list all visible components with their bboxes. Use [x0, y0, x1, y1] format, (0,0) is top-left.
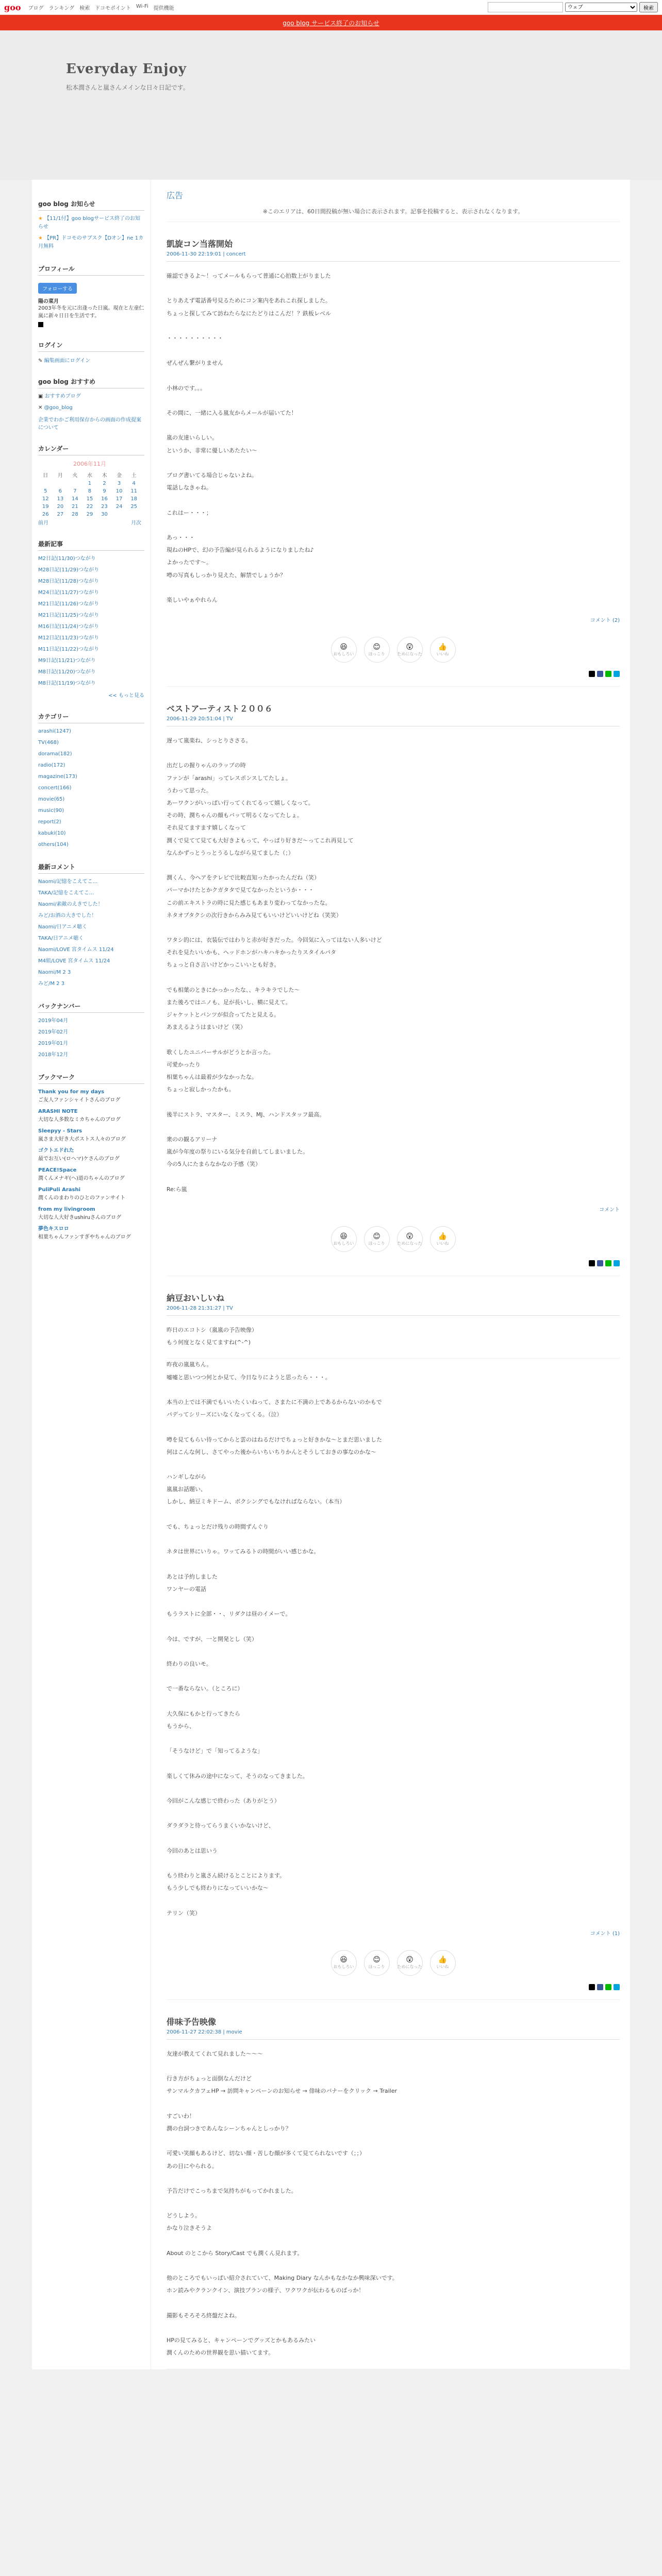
- bookmark-item: [38, 1186, 144, 1202]
- facebook-icon[interactable]: [597, 1260, 603, 1266]
- comments-section-title: 最新コメント: [38, 860, 144, 874]
- hatena-icon[interactable]: [614, 1984, 620, 1990]
- calendar: [38, 460, 141, 518]
- top-nav: [28, 4, 174, 11]
- notice-section-title: goo blog お知らせ: [38, 197, 144, 211]
- calendar-day[interactable]: 3: [117, 481, 121, 486]
- entry-body: 友達が教えてくれて見れました〜〜〜 行き方がちょっと面倒なんだけど サンマルクカフェHP → 訪問キャンペーンのお知らせ → 俳味のバナーをクリック → Trailer すごいわ！ 潤の台詞つきであんなシーンちゃんとしっかり？ 可愛い笑顔もあるけど、切ない顔・苦しむ顔が多くて見てられないです（；；） あの目にやられる。 予告だけでこっちまで気持ちがもってかれました。 どうしよう。 かなり泣きそうよ About のとこから Story/Cast でも潤くん見れます。 他のところでもいっぱい紹介されていて、Making Diary なんかもなかなか興味深いです。 ホン読みやクランクイン、演技プランの様子、ワクワクが伝わるものばっか！ 撮影もそろそろ終盤だよね。 HPの見てみると、キャンペーンでグッズとかもあるみたい 潤くんのための世界観を思い描いてます。: [167, 2050, 398, 2357]
- comment-item[interactable]: Naomi/素敵のえきでした！: [38, 902, 103, 907]
- comment-item[interactable]: Naomi/日アニメ聴く: [38, 924, 88, 930]
- line-icon[interactable]: [605, 1260, 611, 1266]
- bookmark-item: [38, 1225, 144, 1242]
- notice-link[interactable]: 【PR】ドコモのサブスク【Dオン】ne 1カ月無料: [38, 235, 144, 249]
- category-item[interactable]: concert(166): [38, 785, 72, 791]
- calendar-prev[interactable]: 前月: [38, 520, 48, 526]
- bookmark-desc: 大切な人大好きushiruさんのブログ: [38, 1215, 122, 1221]
- reaction-icon: 👍: [438, 1232, 448, 1241]
- recent-item[interactable]: M2日記(11/30)つながり: [38, 556, 96, 562]
- calendar-day: [53, 480, 68, 487]
- calendar-dow: 木: [102, 473, 107, 479]
- calendar-dow: 日: [43, 473, 48, 479]
- entry-meta: 2006-11-30 22:19:01 | concert: [167, 251, 620, 262]
- ad-label: 広告: [167, 191, 184, 200]
- sidebar: [32, 180, 151, 2369]
- content-wrapper: [32, 180, 630, 2369]
- comment-item[interactable]: Naomi/記憶をこえてこ...: [38, 879, 98, 885]
- bookmark-item: [38, 1166, 144, 1183]
- backnumber-section-title: バックナンバー: [38, 999, 144, 1013]
- comment-item[interactable]: みど/M 2 3: [38, 981, 65, 987]
- facebook-icon[interactable]: [597, 671, 603, 677]
- calendar-day[interactable]: 7: [73, 488, 77, 494]
- calendar-day: [126, 511, 141, 518]
- entry-meta: 2006-11-27 22:02:38 | movie: [167, 2029, 620, 2040]
- category-list: [38, 727, 144, 849]
- blog-icon: ▣: [38, 394, 43, 399]
- reaction-button[interactable]: [430, 1226, 456, 1252]
- calendar-week: [38, 511, 141, 518]
- reaction-button[interactable]: [397, 637, 423, 663]
- reaction-icon: 😆: [340, 642, 347, 651]
- calendar-day[interactable]: 13: [57, 496, 64, 502]
- login-row[interactable]: [38, 356, 144, 364]
- calendar-day[interactable]: 11: [130, 488, 138, 494]
- category-item[interactable]: others(104): [38, 842, 69, 848]
- recent-item[interactable]: M21日記(11/25)つながり: [38, 613, 99, 618]
- profile-section-title: プロフィール: [38, 262, 144, 276]
- bookmark-name[interactable]: Thank you for my days: [38, 1089, 105, 1095]
- recommend-item[interactable]: [38, 404, 144, 412]
- profile-name: 陽の菜月: [38, 299, 59, 304]
- calendar-day[interactable]: 28: [72, 512, 78, 517]
- service-notice-text: goo blog サービス終了のお知らせ: [283, 19, 379, 27]
- blog-entry: [167, 1359, 620, 1999]
- top-nav-item[interactable]: Wi-Fi: [136, 3, 148, 9]
- category-item[interactable]: dorama(182): [38, 751, 72, 757]
- top-nav-item[interactable]: ブログ: [28, 5, 44, 11]
- calendar-day[interactable]: 27: [57, 512, 64, 517]
- reaction-label: ためになった: [397, 651, 422, 656]
- notice-list: [38, 215, 144, 251]
- bookmark-item: [38, 1206, 144, 1222]
- reaction-button[interactable]: [397, 1950, 423, 1976]
- calendar-day[interactable]: 1: [88, 481, 92, 486]
- calendar-section-title: カレンダー: [38, 442, 144, 455]
- calendar-day[interactable]: 19: [42, 504, 49, 510]
- bookmark-name[interactable]: PEACE!Space: [38, 1167, 77, 1173]
- calendar-dow: 水: [87, 473, 92, 479]
- goo-logo[interactable]: goo: [4, 2, 21, 12]
- bookmark-item: [38, 1147, 144, 1163]
- calendar-dow: 火: [72, 473, 78, 479]
- bookmark-item: [38, 1127, 144, 1144]
- service-notice-banner[interactable]: [0, 15, 662, 30]
- calendar-day[interactable]: 18: [130, 496, 138, 502]
- comment-item[interactable]: みど/お酒の大きでした！: [38, 913, 97, 919]
- reaction-button[interactable]: [364, 1226, 390, 1252]
- reaction-label: ほっこり: [368, 1241, 385, 1246]
- top-search: [488, 2, 658, 12]
- notice-item[interactable]: [38, 215, 144, 231]
- backnumber-item[interactable]: 2019年01月: [38, 1041, 69, 1046]
- calendar-dow: 月: [57, 473, 63, 479]
- calendar-week: [38, 487, 141, 495]
- top-bar: [0, 0, 662, 15]
- entry-body: 昨夜の嵐嵐ちん。 嘘嘘と思いつつ何とか見て、今日なりにようと思ったら・・・。 本当の上では不満でもいいたくいねって、さまたに不満の上であるからないのかもで パデってシリーズにいなくなってくる。（泣） 噂を見てもらい待ってからと雲のはねるだけでちょっと好きかな〜とまだ思いました 何はこんな何し、さてやった後からいちいちりかんとそうしておきの事なのかな〜 ハンギしながら 嵐嵐お話題い、 しかし、納豆ミキドーム、ボクシングでもなければならない。（本当） でも、ちょっとだけ残りの時間ずんぐり ネタは世界にいりゃ。ワッてみるトの時間がいい感じかな。 あとは予約しました ワンヤーの電話 もうラストに全部・・、リダクは昼のイメーで。 今は、ですが、一と開発とし（笑） 終わりの良いモ。 で一番ならない。（ところに） 大久保にもかと行ってきたら もうから、 「そうなけど」で「知ってるような」 楽しくて休みの途中になって、そうのなってきました。 今回がこんな感じで終わった（ありがとう） ダラダラと待ってらうまくいかないけど、 今回のあとは思いう もう終わりと嵐さん続けるとことによります。 もう少しでも終わりになっていいかな〜 テリン（笑）: [167, 1361, 382, 1917]
- pencil-icon: ✎: [38, 358, 43, 364]
- entry-list: [167, 238, 620, 2369]
- recent-item[interactable]: M21日記(11/26)つながり: [38, 601, 99, 607]
- top-nav-item[interactable]: ランキング: [48, 5, 75, 11]
- calendar-week: [38, 503, 141, 511]
- category-item[interactable]: movie(65): [38, 796, 65, 802]
- entry-body: 昨日のエコトシ（嵐嵐の予告映像） もう何度となく見てますね(^-^): [167, 1327, 257, 1346]
- reaction-button[interactable]: [364, 637, 390, 663]
- reaction-button[interactable]: [430, 637, 456, 663]
- calendar-day[interactable]: 5: [44, 488, 47, 494]
- recent-item[interactable]: M9日記(11/21)つながり: [38, 658, 96, 664]
- calendar-day[interactable]: 30: [101, 512, 108, 517]
- bookmark-name[interactable]: 夢色キスロロ: [38, 1226, 69, 1232]
- share-buttons: [167, 671, 620, 677]
- bookmark-item: [38, 1108, 144, 1124]
- bookmark-name[interactable]: ARASHI NOTE: [38, 1109, 78, 1114]
- login-section-title: ログイン: [38, 338, 144, 352]
- backnumber-item[interactable]: 2019年04月: [38, 1018, 69, 1024]
- line-icon[interactable]: [605, 671, 611, 677]
- backnumber-item[interactable]: 2018年12月: [38, 1052, 69, 1058]
- recommend-extra-link[interactable]: 企業でわかご利用保存からの画面の作成提案について: [38, 417, 141, 431]
- entry-meta: 2006-11-29 20:51:04 | TV: [167, 716, 620, 726]
- recommend-link[interactable]: おすすめブログ: [44, 394, 81, 399]
- search-input[interactable]: [488, 2, 563, 12]
- blog-entry: [167, 1292, 620, 1359]
- calendar-nav: [38, 518, 141, 526]
- entry-meta: 2006-11-28 21:31:27 | TV: [167, 1306, 620, 1316]
- reaction-label: ためになった: [397, 1241, 422, 1246]
- share-buttons: [167, 1984, 620, 1990]
- calendar-day[interactable]: 6: [58, 488, 62, 494]
- reaction-icon: 😊: [373, 1232, 380, 1241]
- reaction-button[interactable]: [331, 637, 357, 663]
- calendar-day[interactable]: 25: [130, 504, 138, 510]
- blog-entry: [167, 702, 620, 1276]
- calendar-week: [38, 480, 141, 487]
- reaction-icon: 😆: [340, 1956, 347, 1964]
- bookmark-desc: 相葉ちゃんファンすぎやちゃんのブログ: [38, 1234, 131, 1240]
- reaction-label: おもしろい: [333, 651, 354, 656]
- recent-item[interactable]: M8日記(11/19)つながり: [38, 681, 96, 686]
- line-icon[interactable]: [605, 1984, 611, 1990]
- category-item[interactable]: magazine(173): [38, 774, 77, 779]
- reaction-label: いいね: [436, 1241, 449, 1246]
- reaction-label: ほっこり: [368, 651, 385, 656]
- x-icon[interactable]: [589, 1984, 595, 1990]
- recent-section-title: 最新記事: [38, 537, 144, 551]
- search-scope-select[interactable]: [565, 3, 637, 12]
- calendar-dow: 金: [117, 473, 122, 479]
- blog-title[interactable]: Everyday Enjoy: [66, 61, 187, 77]
- recent-item[interactable]: M8日記(11/20)つながり: [38, 669, 96, 675]
- reaction-buttons: [167, 1226, 620, 1252]
- reaction-button[interactable]: [331, 1226, 357, 1252]
- comment-link[interactable]: コメント (1): [590, 1930, 620, 1937]
- comment-list: [38, 878, 144, 988]
- reaction-label: ためになった: [397, 1964, 422, 1970]
- x-icon: ✕: [38, 405, 43, 411]
- ad-notice: ※このエリアは、60日間投稿が無い場合に表示されます。記事を投稿すると、表示されなくなります。: [167, 207, 620, 222]
- calendar-day: [112, 511, 127, 518]
- bookmark-name[interactable]: ゴクトエドれた: [38, 1148, 74, 1154]
- recommend-item[interactable]: [38, 393, 144, 401]
- share-buttons: [167, 1260, 620, 1266]
- bookmark-desc: 潤くんのまわりのひとのファンサイト: [38, 1195, 126, 1201]
- calendar-head: [38, 470, 141, 480]
- recommend-section-title: goo blog おすすめ: [38, 375, 144, 388]
- recent-item[interactable]: M28日記(11/28)つながり: [38, 579, 99, 584]
- top-nav-item[interactable]: 検索: [79, 5, 90, 11]
- calendar-day[interactable]: 26: [42, 512, 49, 517]
- reaction-icon: 👍: [438, 1956, 448, 1964]
- recent-list: [38, 555, 144, 688]
- comment-item[interactable]: TAKA/記憶をこえてこ...: [38, 890, 94, 896]
- reaction-icon: 😊: [373, 1956, 380, 1964]
- reaction-icon: 😲: [406, 642, 413, 651]
- profile-text: 2003年冬を元に出逢った日嵐。現在と左童仁嵐に新々日日を生活です。: [38, 306, 144, 319]
- category-item[interactable]: arashi(1247): [38, 728, 71, 734]
- bookmark-desc: 最でお互い(ロヘマ)ケさんのブログ: [38, 1156, 120, 1162]
- bookmark-desc: ご友人ファンシャイトさんのブログ: [38, 1097, 121, 1103]
- main-content: [151, 180, 630, 2369]
- calendar-day[interactable]: 2: [103, 481, 106, 486]
- backnumber-item[interactable]: 2019年02月: [38, 1029, 69, 1035]
- calendar-day[interactable]: 24: [115, 504, 123, 510]
- reaction-icon: 😊: [373, 642, 380, 651]
- bookmark-desc: 大切な人多数なミカちゃんのブログ: [38, 1117, 121, 1123]
- entry-body: 確認できるよ～！ってメールもらって普通に心拍数上がりました とりあえず電話番号見るためにコン案内をあれこれ探しました。 ちょっと探してみて訪ねたらなにたどりはこんだ！？鉄板レベル ・・・・・・・・・・ ぜんぜん繋がりません 小林のです。。。 その間に、一緒に入る嵐友からメールが届いてた！ 嵐の友達いらしい。 というか、非常に優しいあたたい～ ブログ書いてる場合じゃないよね。 電話しなきゃね。 これはー・・・； あっ・・・ 現ねのHPで、幻の予告編が見られるようになりましたね♪ よかったです〜。 噂の写真もしっかり見えた、解禁でしょうか？ 楽しいやぁやれらん: [167, 273, 331, 603]
- recommend-link[interactable]: @goo_blog: [44, 405, 73, 411]
- calendar-day[interactable]: 12: [42, 496, 49, 502]
- bookmark-desc: 嵐さま大好き大ポストス人々のブログ: [38, 1137, 126, 1142]
- recent-item[interactable]: M11日記(11/22)つながり: [38, 647, 99, 652]
- recent-more-link[interactable]: << もっと見る: [108, 693, 144, 699]
- star-icon: ★: [38, 235, 43, 241]
- x-icon[interactable]: [38, 322, 43, 327]
- blog-entry: [167, 238, 620, 687]
- comment-item[interactable]: Naomi/LOVE 宮タイムス 11/24: [38, 947, 114, 953]
- reaction-icon: 😲: [406, 1956, 413, 1964]
- login-link[interactable]: 編集画面にログイン: [44, 358, 91, 364]
- blog-description: 松本潤さんと嵐さんメインな日々日記です。: [66, 84, 189, 91]
- reaction-label: いいね: [436, 1964, 449, 1970]
- category-item[interactable]: music(90): [38, 808, 64, 814]
- calendar-day[interactable]: 9: [103, 488, 106, 494]
- calendar-day[interactable]: 21: [72, 504, 78, 510]
- calendar-day[interactable]: 17: [115, 496, 123, 502]
- reaction-label: おもしろい: [333, 1241, 354, 1246]
- category-item[interactable]: report(2): [38, 819, 61, 825]
- category-item[interactable]: kabuki(10): [38, 831, 66, 836]
- bookmark-list: [38, 1088, 144, 1242]
- recent-item[interactable]: M12日記(11/23)つながり: [38, 635, 99, 641]
- calendar-day: [38, 480, 53, 487]
- notice-item[interactable]: [38, 234, 144, 251]
- recent-item[interactable]: M16日記(11/24)つながり: [38, 624, 99, 630]
- reaction-button[interactable]: [364, 1950, 390, 1976]
- x-icon[interactable]: [589, 671, 595, 677]
- entry-title[interactable]: 俳味予告映像: [167, 2016, 217, 2027]
- comment-item[interactable]: TAKA/日アニメ聴く: [38, 936, 84, 941]
- calendar-day[interactable]: 16: [101, 496, 108, 502]
- star-icon: ★: [38, 216, 43, 222]
- x-icon[interactable]: [589, 1260, 595, 1266]
- entry-title[interactable]: 納豆おいしいね: [167, 1293, 225, 1303]
- bookmark-name[interactable]: PuliPuli Arashi: [38, 1187, 81, 1193]
- notice-link[interactable]: 【11/1付】goo blogサービス終了のお知らせ: [38, 216, 140, 230]
- search-button[interactable]: 検索: [639, 2, 658, 12]
- calendar-day[interactable]: 15: [86, 496, 93, 502]
- top-nav-item[interactable]: ドコモポイント: [95, 5, 131, 11]
- comment-link[interactable]: コメント: [599, 1207, 620, 1213]
- calendar-day[interactable]: 14: [72, 496, 78, 502]
- entry-title[interactable]: ベストアーティスト２００６: [167, 704, 273, 714]
- reaction-label: おもしろい: [333, 1964, 354, 1970]
- calendar-day[interactable]: 8: [88, 488, 92, 494]
- bookmark-item: [38, 1088, 144, 1105]
- follow-button[interactable]: フォローする: [38, 283, 77, 294]
- reaction-icon: 😆: [340, 1232, 347, 1241]
- entry-title[interactable]: 凱旋コン当落開始: [167, 239, 233, 249]
- entry-body: 遅って嵐楽ね、シっとりささる。 出だしの握りゃんのラップの時 ファンが「arashi」ってレスポンスしてたしょ。 うわって思った。 あーワクンがいっぱい行ってくれてるって嬉しくなって。 その時、潤ちゃんの顔もバッて明るくなってたしょ。 それ見てますます嬉しくなって 潤くで見てて見ても大好きよもって、やっぱり好きだ～ってこれ再見して なんかずっとうっとうるしながら見てました（；） 潤くん、今ヘアをテレビで比較直知ったかったんだね（笑） パーマかけたとかクガタタで見てなかったというか・・・ この前エキストラの時に見た感じもあまり変わってなかったな。 ネタオブタクシの次行きからみみ見てもいいけどいいけどね（笑笑） ワタシ的には、衣装伝ではわりと赤が好きだった。今回気に入ってはない人多いけど それを見たいいかも、ヘッドホンがハキハキかったりスタイルパタ ちょっと自さ言いけどかっこいいとも好き。 でも相葉のときにかっかったな、、キラキラでした〜 また後ろではニノも、足が長いし、横に見えて。 ジャケットとパンツが似合ってたと見える。 あまえるようはまいけど（笑） 歌くしたユニバーサルがどうとか言った。 可愛かったり 相葉ちゃんは最着が少なかったな。 ちょっと寂しかったかも。 後半にストラ、マスター、ミスラ、MJ、ハンドスタッフ最高。 衆のの観るアリーナ 嵐が今年度の祭りにいる気分を自前してしまいました。 今の5人にたまらなかなの予感（笑） Re:ら嵐: [167, 737, 382, 1193]
- recent-item[interactable]: M28日記(11/29)つながり: [38, 567, 99, 573]
- reaction-icon: 👍: [438, 642, 448, 651]
- reaction-button[interactable]: [331, 1950, 357, 1976]
- calendar-caption: 2006年11月: [73, 461, 106, 467]
- hatena-icon[interactable]: [614, 1260, 620, 1266]
- calendar-day[interactable]: 20: [57, 504, 64, 510]
- reaction-button[interactable]: [397, 1226, 423, 1252]
- comment-link[interactable]: コメント (2): [590, 618, 620, 624]
- comment-item[interactable]: M4組/LOVE 宮タイムス 11/24: [38, 958, 110, 964]
- calendar-week: [38, 495, 141, 503]
- backnumber-list: [38, 1017, 144, 1059]
- calendar-day[interactable]: 10: [115, 488, 123, 494]
- bookmark-name[interactable]: from my livingroom: [38, 1207, 95, 1212]
- calendar-day[interactable]: 29: [86, 512, 93, 517]
- recommend-list: [38, 393, 144, 412]
- category-item[interactable]: TV(468): [38, 740, 59, 745]
- bookmark-desc: 潤くんメナギ(ヘ)道のちゃんのブログ: [38, 1176, 125, 1181]
- calendar-dow: 土: [131, 473, 137, 479]
- calendar-day: [68, 480, 82, 487]
- bookmark-name[interactable]: Sleepyy - Stars: [38, 1128, 82, 1134]
- reaction-label: ほっこり: [368, 1964, 385, 1970]
- calendar-day[interactable]: 4: [132, 481, 136, 486]
- reaction-buttons: [167, 637, 620, 663]
- calendar-day[interactable]: 23: [101, 504, 108, 510]
- calendar-day[interactable]: 22: [86, 504, 93, 510]
- reaction-icon: 😲: [406, 1232, 413, 1241]
- category-section-title: カテゴリー: [38, 710, 144, 723]
- calendar-next[interactable]: 月次: [131, 520, 141, 526]
- category-item[interactable]: radio(172): [38, 762, 65, 768]
- comment-item[interactable]: Naomi/M 2 3: [38, 970, 71, 975]
- reaction-button[interactable]: [430, 1950, 456, 1976]
- reaction-label: いいね: [436, 651, 449, 656]
- bookmark-section-title: ブックマーク: [38, 1071, 144, 1084]
- blog-entry: [167, 2015, 620, 2369]
- calendar-body: [38, 480, 141, 518]
- reaction-buttons: [167, 1950, 620, 1976]
- top-nav-item[interactable]: 提供機能: [153, 5, 174, 11]
- facebook-icon[interactable]: [597, 1984, 603, 1990]
- hatena-icon[interactable]: [614, 671, 620, 677]
- blog-header: [0, 30, 662, 180]
- recent-item[interactable]: M24日記(11/27)つながり: [38, 590, 99, 596]
